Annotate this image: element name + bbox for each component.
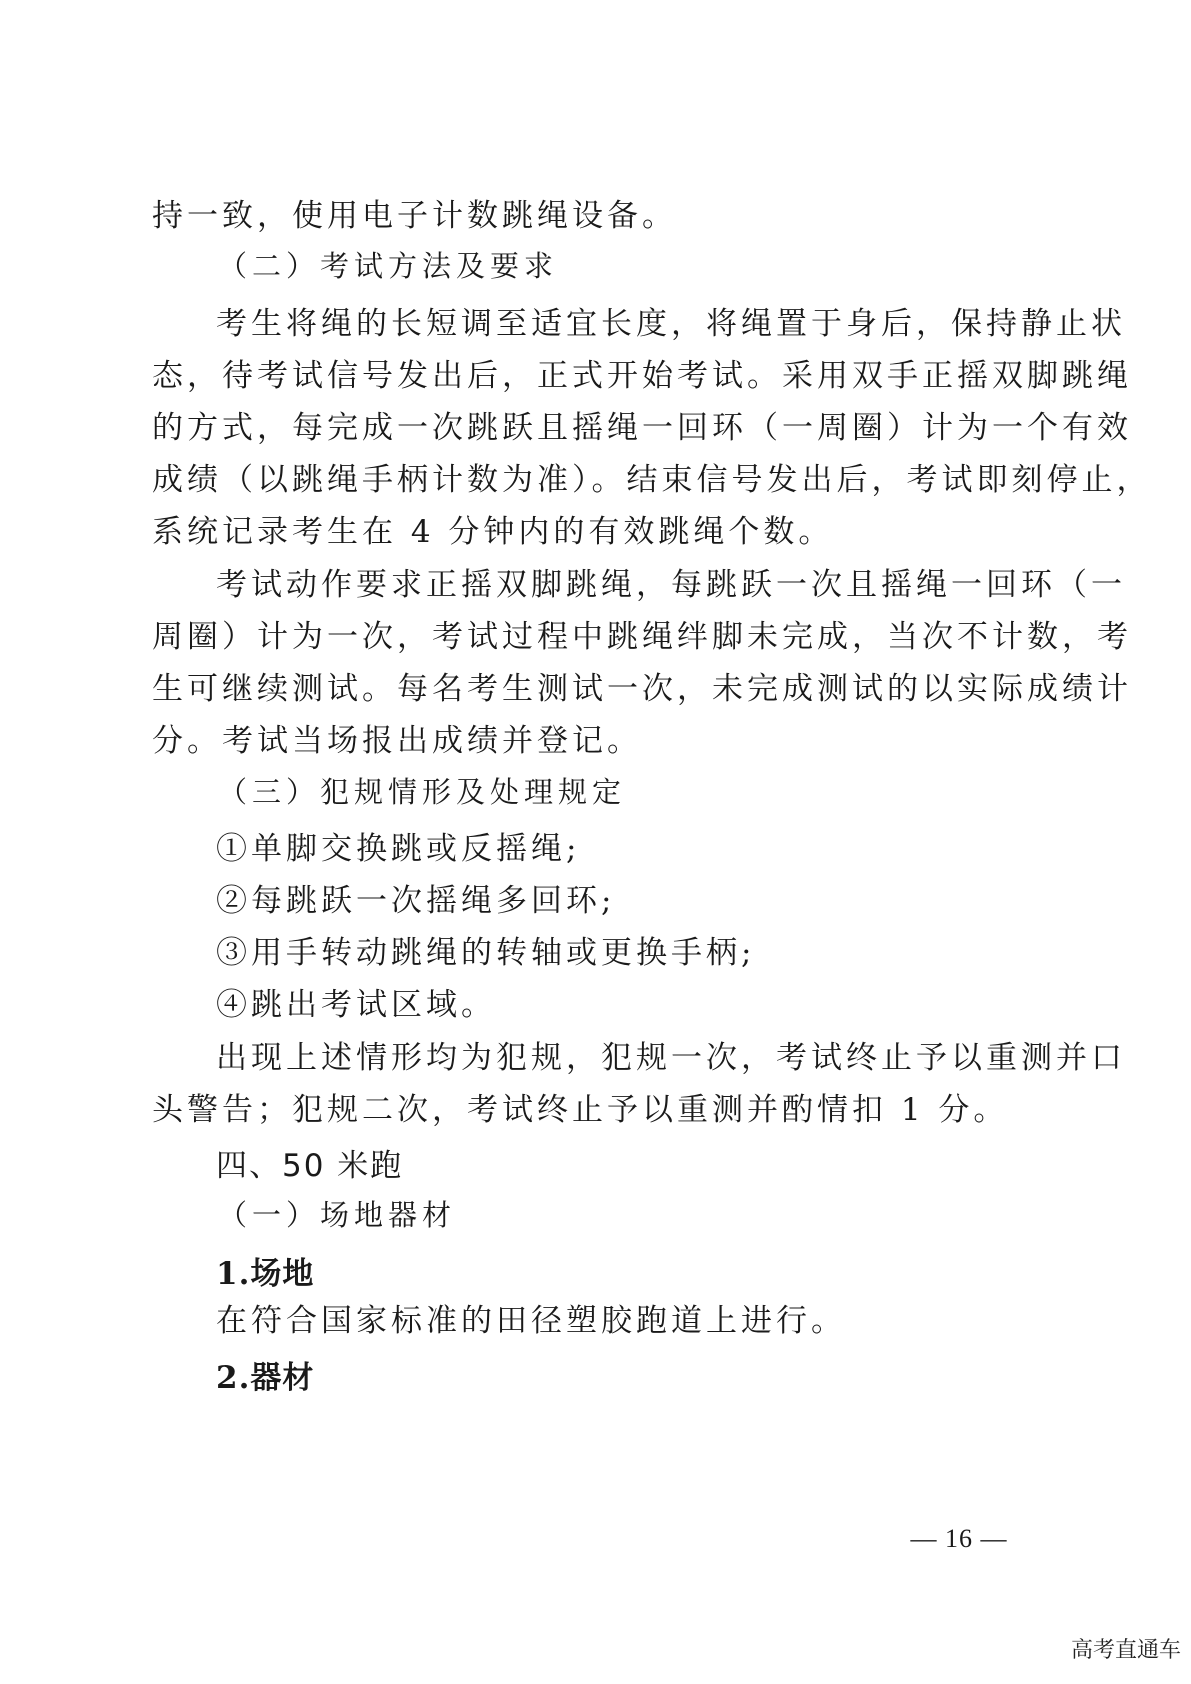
list-item: ③用手转动跳绳的转轴或更换手柄; [216, 935, 756, 971]
paragraph-line: 的方式，每完成一次跳跃且摇绳一回环（一周圈）计为一个有效 [152, 410, 1132, 446]
paragraph-line: 在符合国家标准的田径塑胶跑道上进行。 [216, 1303, 846, 1339]
watermark: 高考直通车 [1070, 1638, 1181, 1663]
paragraph-line: 系统记录考生在 4 分钟内的有效跳绳个数。 [152, 514, 834, 550]
paragraph-line: 出现上述情形均为犯规，犯规一次，考试终止予以重测并口 [216, 1040, 1126, 1076]
paragraph-line: 成绩（以跳绳手柄计数为准）。结束信号发出后，考试即刻停止， [152, 462, 1152, 498]
subsection-heading: （一）场地器材 [218, 1198, 457, 1232]
paragraph-line: 态，待考试信号发出后，正式开始考试。采用双手正摇双脚跳绳 [152, 358, 1132, 394]
item-heading: 2.器材 [216, 1360, 315, 1396]
text-line: 持一致，使用电子计数跳绳设备。 [152, 198, 677, 234]
paragraph-line: 周圈）计为一次，考试过程中跳绳绊脚未完成，当次不计数，考 [152, 619, 1132, 655]
page-number: — 16 — [910, 1524, 1008, 1553]
paragraph-line: 生可继续测试。每名考生测试一次，未完成测试的以实际成绩计 [152, 671, 1132, 707]
list-item: ①单脚交换跳或反摇绳; [216, 831, 581, 867]
item-heading: 1.场地 [216, 1256, 315, 1292]
subsection-heading: （三）犯规情形及处理规定 [218, 775, 627, 809]
paragraph-line: 头警告；犯规二次，考试终止予以重测并酌情扣 1 分。 [152, 1092, 1009, 1128]
subsection-heading: （二）考试方法及要求 [218, 249, 559, 283]
list-item: ④跳出考试区域。 [216, 987, 496, 1023]
paragraph-line: 考生将绳的长短调至适宜长度，将绳置于身后，保持静止状 [216, 306, 1126, 342]
section-heading: 四、50 米跑 [216, 1148, 404, 1184]
list-item: ②每跳跃一次摇绳多回环; [216, 883, 616, 919]
paragraph-line: 考试动作要求正摇双脚跳绳，每跳跃一次且摇绳一回环（一 [216, 567, 1126, 603]
paragraph-line: 分。考试当场报出成绩并登记。 [152, 723, 642, 759]
